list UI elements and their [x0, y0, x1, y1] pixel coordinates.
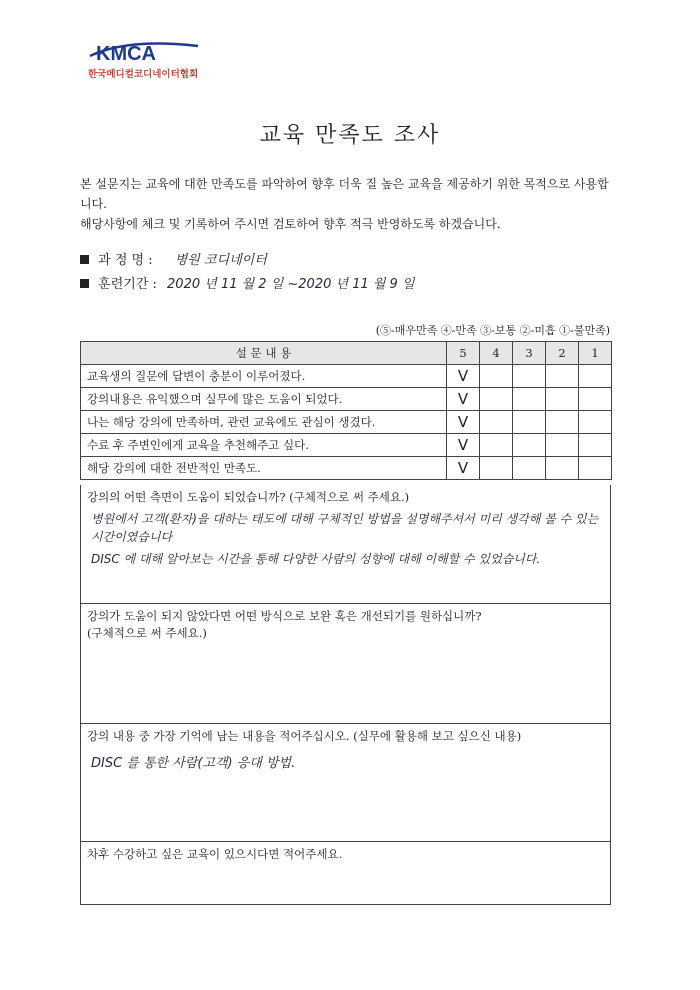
rating-cell-5[interactable]: [447, 365, 480, 388]
question-text: 수료 후 주변인에게 교육을 추천해주고 싶다.: [81, 434, 447, 457]
rating-cell-3[interactable]: [513, 457, 546, 480]
question-line: 강의가 도움이 되지 않았다면 어떤 방식으로 보완 혹은 개선되기를 원하십니까?: [87, 609, 482, 623]
check-mark-icon: V: [457, 390, 469, 408]
table-row: [81, 434, 612, 457]
answer-area[interactable]: [91, 646, 600, 706]
check-mark-icon: V: [457, 436, 469, 454]
question-text: 강의의 어떤 측면이 도움이 되었습니까? (구체적으로 써 주세요.): [87, 490, 410, 504]
table-row: [81, 388, 612, 411]
page-title: 교육 만족도 조사: [259, 123, 441, 148]
period-label: 훈련기간 :: [98, 277, 157, 292]
intro-line: 본 설문지는 교육에 대한 만족도를 파악하여 향후 더욱 질 높은 교육을 제공하기 위한 목적으로 사용합니다.: [80, 177, 609, 211]
rating-cell-1[interactable]: [579, 457, 612, 480]
question-text: 강의내용은 유익했으며 실무에 많은 도움이 되었다.: [81, 388, 447, 411]
period-value: 2020 년 11 월 2 일 ~2020 년 11 월 9 일: [167, 277, 415, 292]
question-text: [87, 608, 604, 642]
square-bullet-icon: [80, 279, 89, 288]
org-name: 한국메디컬코디네이터협회: [88, 69, 199, 80]
scale-header-3: 3: [513, 342, 546, 365]
question-text: 강의 내용 중 가장 기억에 남는 내용을 적어주십시오. (실무에 활용해 보고 싶으신 내용): [87, 729, 522, 743]
scale-header-1: 1: [579, 342, 612, 365]
check-mark-icon: V: [457, 459, 469, 477]
rating-cell-2[interactable]: [546, 457, 579, 480]
table-row: [81, 457, 612, 480]
rating-cell-1[interactable]: [579, 411, 612, 434]
rating-cell-2[interactable]: [546, 388, 579, 411]
rating-cell-3[interactable]: [513, 365, 546, 388]
table-row: [81, 411, 612, 434]
rating-cell-5[interactable]: [447, 434, 480, 457]
kmca-logo: [88, 36, 208, 84]
logo-text: KMCA: [96, 43, 156, 65]
answer-text[interactable]: 병원에서 고객(환자)을 대하는 태도에 대해 구체적인 방법을 설명해주셔서 미리 생각해 볼 수 있는 시간이였습니다: [91, 512, 599, 544]
intro-line: 해당사항에 체크 및 기록하여 주시면 검토하여 향후 적극 반영하도록 하겠습니다.: [80, 217, 501, 231]
rating-cell-4[interactable]: [480, 411, 513, 434]
rating-cell-3[interactable]: [513, 388, 546, 411]
open-question-future-course: [80, 842, 611, 905]
question-text: 차후 수강하고 싶은 교육이 있으시다면 적어주세요.: [87, 847, 343, 861]
rating-cell-1[interactable]: [579, 434, 612, 457]
answer-text[interactable]: DISC 에 대해 알아보는 시간을 통해 다양한 사람의 성향에 대해 이해할 수 있었습니다.: [91, 552, 541, 566]
table-header-row: [81, 342, 612, 365]
open-question-improvement: [80, 604, 611, 724]
rating-cell-2[interactable]: [546, 411, 579, 434]
table-row: [81, 365, 612, 388]
course-field: [80, 249, 267, 268]
satisfaction-table: [80, 341, 612, 480]
question-text: 교육생의 질문에 답변이 충분이 이루어졌다.: [81, 365, 447, 388]
rating-cell-3[interactable]: [513, 411, 546, 434]
open-question-memorable: [80, 724, 611, 842]
check-mark-icon: V: [457, 413, 469, 431]
rating-cell-4[interactable]: [480, 365, 513, 388]
rating-cell-2[interactable]: [546, 434, 579, 457]
rating-cell-4[interactable]: [480, 457, 513, 480]
period-field: [80, 273, 415, 292]
rating-cell-4[interactable]: [480, 388, 513, 411]
rating-cell-5[interactable]: [447, 411, 480, 434]
scale-header-2: 2: [546, 342, 579, 365]
rating-cell-2[interactable]: [546, 365, 579, 388]
answer-area[interactable]: [91, 867, 600, 897]
logo-swoosh-icon: [88, 36, 208, 66]
rating-cell-5[interactable]: [447, 457, 480, 480]
table-header: 설 문 내 용: [81, 342, 447, 365]
scale-header-5: 5: [447, 342, 480, 365]
question-text: 나는 해당 강의에 만족하며, 관련 교육에도 관심이 생겼다.: [81, 411, 447, 434]
square-bullet-icon: [80, 255, 89, 264]
scale-header-4: 4: [480, 342, 513, 365]
intro-text: [80, 174, 620, 234]
answer-text[interactable]: DISC 를 통한 사람(고객) 응대 방법.: [91, 756, 296, 771]
rating-cell-3[interactable]: [513, 434, 546, 457]
rating-cell-1[interactable]: [579, 365, 612, 388]
rating-cell-1[interactable]: [579, 388, 612, 411]
rating-cell-5[interactable]: [447, 388, 480, 411]
question-line: (구체적으로 써 주세요.): [87, 626, 207, 640]
course-label: 과 정 명 :: [98, 253, 153, 268]
scale-legend: (⑤-매우만족 ④-만족 ③-보통 ②-미흡 ①-불만족): [375, 324, 610, 337]
open-question-helpful: [80, 485, 611, 604]
course-value: 병원 코디네이터: [174, 253, 267, 268]
question-text: 해당 강의에 대한 전반적인 만족도.: [81, 457, 447, 480]
check-mark-icon: V: [457, 367, 469, 385]
rating-cell-4[interactable]: [480, 434, 513, 457]
